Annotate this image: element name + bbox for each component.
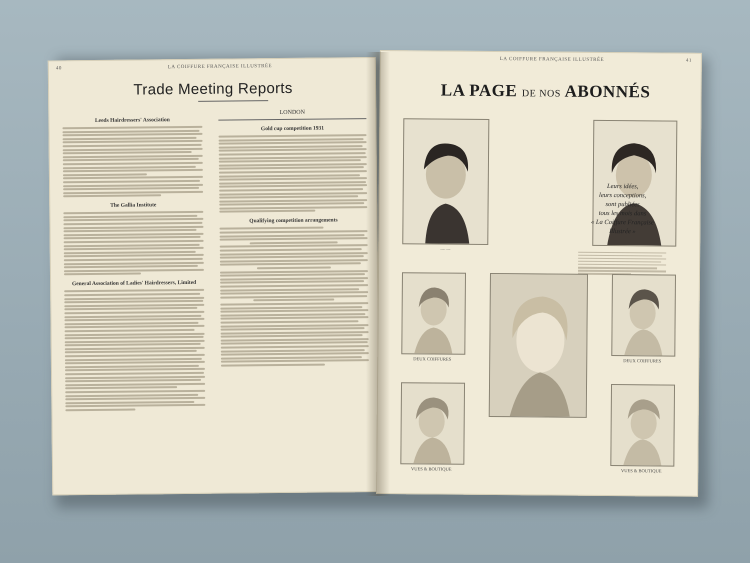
qualifying-text <box>220 227 369 367</box>
magazine-gutter <box>366 52 390 496</box>
left-column <box>62 111 205 413</box>
abonnes-blurb: Leurs idées, leurs conceptions, sont publiées tous les mois dans « La Coiffure Française Illustrée » <box>591 182 654 236</box>
gold-cup-heading: Gold cup competition 1931 <box>260 125 325 133</box>
portrait-top-left <box>402 118 489 245</box>
leeds-heading: Leeds Hairdressers' Association <box>94 117 170 124</box>
caption-bottom-right: VUES & BOUTIQUE <box>621 468 662 474</box>
gallia-heading: The Gallia Institute <box>110 202 157 210</box>
general-association-heading: General Association of Ladies' Hairdressers, Limited <box>71 280 197 288</box>
abonnes-title <box>415 80 675 102</box>
photo-middle-right <box>611 274 676 357</box>
abonnes-title-small: DE NOS <box>521 88 561 100</box>
general-association-text <box>64 289 205 411</box>
gold-cup-text <box>219 134 368 213</box>
right-running-head: LA COIFFURE FRANÇAISE ILLUSTRÉE <box>499 57 605 63</box>
photo-bottom-right <box>610 384 675 467</box>
photo-middle-left <box>401 272 466 355</box>
caption-bottom-left: VUES & BOUTIQUE <box>411 466 452 472</box>
qualifying-heading: Qualifying competition arrangements <box>249 217 338 225</box>
caption-top-left: — — <box>440 246 451 252</box>
caption-deux-coiffures-right: DEUX COIFFURES <box>623 358 662 364</box>
right-column <box>218 109 369 368</box>
left-page <box>48 57 381 495</box>
left-running-head: LA COIFFURE FRANÇAISE ILLUSTRÉE <box>167 64 273 71</box>
location-label: LONDON <box>279 109 306 117</box>
caption-deux-coiffures-left: DEUX COIFFURES <box>413 356 452 362</box>
photo-bottom-left <box>400 382 465 465</box>
leeds-text <box>62 126 203 198</box>
title-rule <box>198 100 268 102</box>
photo-center-large <box>489 273 588 418</box>
left-page-number: 40 <box>55 66 62 72</box>
gallia-text <box>63 211 204 276</box>
blurb-small-text <box>578 250 666 277</box>
right-page-number: 41 <box>685 58 692 64</box>
trade-meeting-title: Trade Meeting Reports <box>133 79 293 99</box>
right-page <box>376 50 702 497</box>
abonnes-title-main: LA PAGE <box>440 80 518 101</box>
abonnes-title-end: ABONNÉS <box>564 81 651 102</box>
